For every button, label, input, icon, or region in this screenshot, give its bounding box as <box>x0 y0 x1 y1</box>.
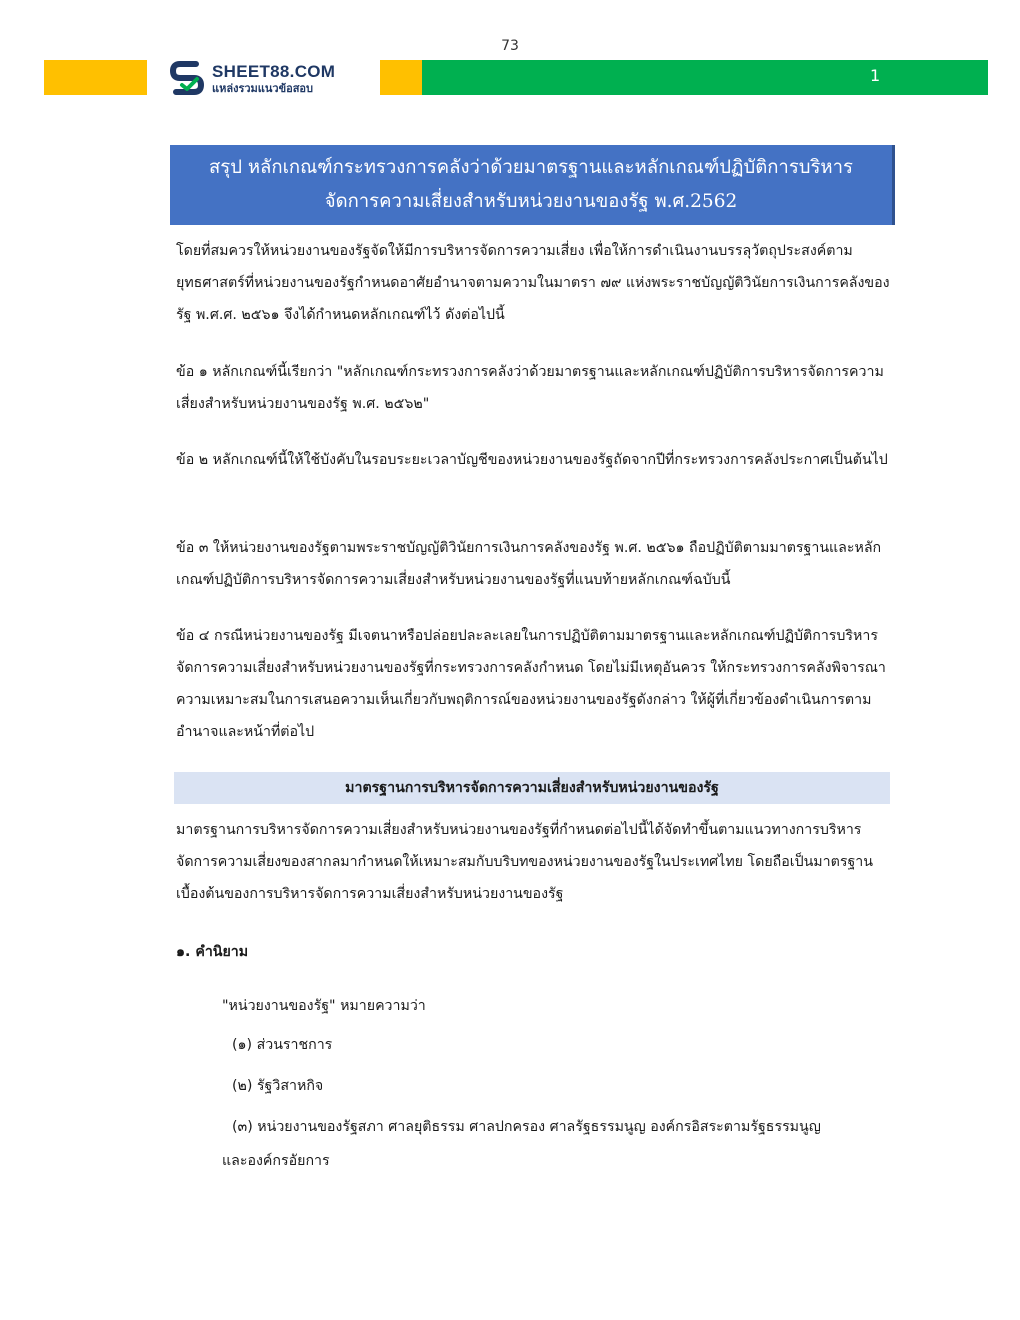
logo-tagline: แหล่งรวมแนวข้อสอบ <box>212 81 314 95</box>
logo-name: SHEET88.COM <box>212 61 336 81</box>
title-line-2: จัดการความเสี่ยงสำหรับหน่วยงานของรัฐ พ.ศ.2562 <box>324 191 738 212</box>
sheet88-logo <box>170 57 370 99</box>
logo-s-icon <box>170 58 204 98</box>
header-bar-yellow-left <box>44 60 147 95</box>
header-bar-green <box>422 60 988 95</box>
definition-item-3: (๓) หน่วยงานของรัฐสภา ศาลยุติธรรม ศาลปกครอง ศาลรัฐธรรมนูญ องค์กรอิสระตามรัฐธรรมนูญ <box>232 1119 821 1135</box>
definition-item-1: (๑) ส่วนราชการ <box>232 1037 333 1053</box>
section-heading: มาตรฐานการบริหารจัดการความเสี่ยงสำหรับหน่วยงานของรัฐ <box>174 772 890 804</box>
clause-4: ข้อ ๔ กรณีหน่วยงานของรัฐ มีเจตนาหรือปล่อยปละละเลยในการปฏิบัติตามมาตรฐานและหลักเกณฑ์ปฏิบัติการบริหารจัดการความเสี่ยงสำหรับหน่วยงานของรัฐที่กระทรวงการคลังกำหนด โดยไม่มีเหตุอันควร ให้กระทรวงการคลังพิจารณาความเหมาะสมในการเสนอความเห็นเกี่ยวกับพฤติการณ์ของหน่วยงานของรัฐดังกล่าว ให้ผู้ที่เกี่ยวข้องดำเนินการตามอำนาจและหน้าที่ต่อไป <box>176 628 886 740</box>
definition-item-2: (๒) รัฐวิสาหกิจ <box>232 1078 324 1094</box>
title-shadow-edge <box>892 145 895 225</box>
clause-3: ข้อ ๓ ให้หน่วยงานของรัฐตามพระราชบัญญัติวินัยการเงินการคลังของรัฐ พ.ศ. ๒๕๖๑ ถือปฏิบัติตามมาตรฐานและหลักเกณฑ์ปฏิบัติการบริหารจัดการความเสี่ยงสำหรับหน่วยงานของรัฐที่แนบท้ายหลักเกณฑ์ฉบับนี้ <box>176 540 882 588</box>
title-line-1: สรุป หลักเกณฑ์กระทรวงการคลังว่าด้วยมาตรฐานและหลักเกณฑ์ปฏิบัติการบริหาร <box>209 157 853 178</box>
document-title <box>170 145 892 225</box>
header-bar-number: 1 <box>870 66 881 85</box>
definition-term: "หน่วยงานของรัฐ" หมายความว่า <box>222 998 426 1014</box>
section-body: มาตรฐานการบริหารจัดการความเสี่ยงสำหรับหน่วยงานของรัฐที่กำหนดต่อไปนี้ได้จัดทำขึ้นตามแนวทางการบริหารจัดการความเสี่ยงของสากลมากำหนดให้เหมาะสมกับบริบทของหน่วยงานของรัฐในประเทศไทย โดยถือเป็นมาตรฐานเบื้องต้นของการบริหารจัดการความเสี่ยงสำหรับหน่วยงานของรัฐ <box>176 822 873 902</box>
definitions-heading: ๑. คำนิยาม <box>176 944 249 960</box>
intro-paragraph: โดยที่สมควรให้หน่วยงานของรัฐจัดให้มีการบริหารจัดการความเสี่ยง เพื่อให้การดำเนินงานบรรลุวัตถุประสงค์ตามยุทธศาสตร์ที่หน่วยงานของรัฐกำหนดอาศัยอำนาจตามความในมาตรา ๗๙ แห่งพระราชบัญญัติวินัยการเงินการคลังของรัฐ พ.ศ.ศ. ๒๕๖๑ จึงได้กำหนดหลักเกณฑ์ไว้ ดังต่อไปนี้ <box>176 243 890 323</box>
header-bar-yellow-right <box>380 60 422 95</box>
clause-1: ข้อ ๑ หลักเกณฑ์นี้เรียกว่า "หลักเกณฑ์กระทรวงการคลังว่าด้วยมาตรฐานและหลักเกณฑ์ปฏิบัติการบริหารจัดการความเสี่ยงสำหรับหน่วยงานของรัฐ พ.ศ. ๒๕๖๒" <box>176 364 884 412</box>
page-number: 73 <box>501 38 519 54</box>
definition-item-3-continued: และองค์กรอัยการ <box>222 1153 330 1169</box>
clause-2: ข้อ ๒ หลักเกณฑ์นี้ให้ใช้บังคับในรอบระยะเวลาบัญชีของหน่วยงานของรัฐถัดจากปีที่กระทรวงการคลังประกาศเป็นต้นไป <box>176 452 888 468</box>
